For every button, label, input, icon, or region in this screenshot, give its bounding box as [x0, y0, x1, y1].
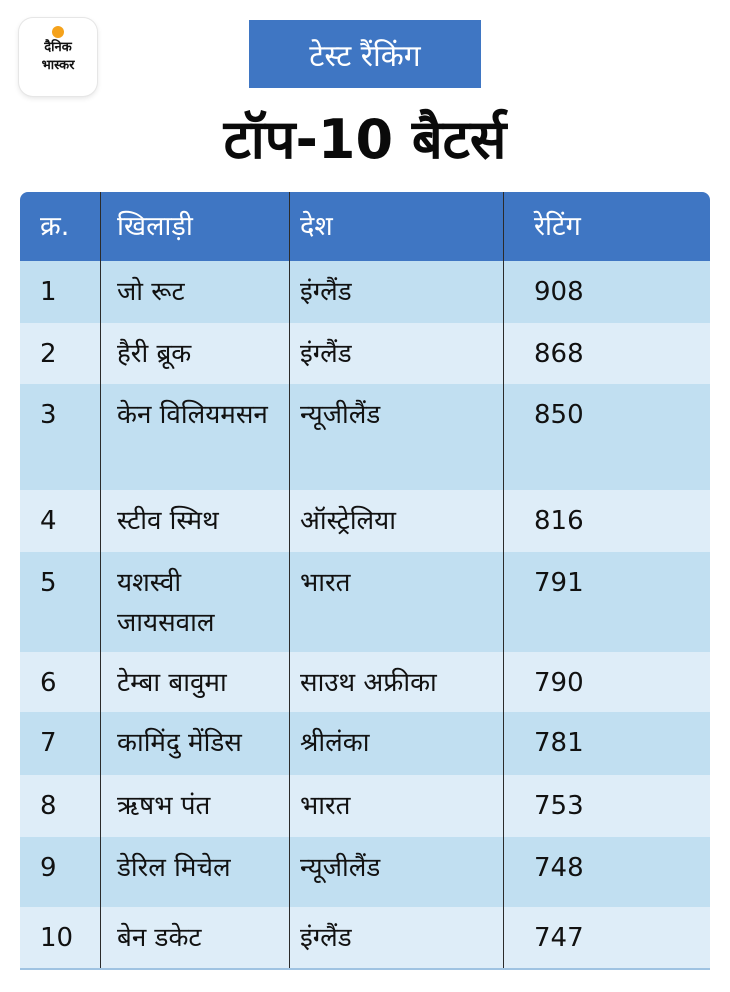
player-cell: डेरिल मिचेल — [117, 853, 231, 883]
rank-cell: 7 — [40, 728, 57, 758]
dainik-bhaskar-logo — [19, 18, 97, 96]
player-cell: बेन डकेट — [117, 923, 202, 953]
table-row — [20, 652, 710, 712]
rank-cell: 1 — [40, 277, 57, 307]
logo-text-line2: भास्कर — [41, 58, 75, 73]
country-cell: न्यूजीलैंड — [300, 853, 381, 883]
logo-text-line1: दैनिक — [44, 40, 72, 55]
player-cell: स्टीव स्मिथ — [117, 506, 219, 536]
header-player: खिलाड़ी — [117, 211, 193, 242]
rank-cell: 3 — [40, 400, 57, 430]
rank-cell: 4 — [40, 506, 57, 536]
table-row — [20, 261, 710, 323]
table-row — [20, 775, 710, 837]
rating-cell: 753 — [534, 791, 584, 821]
rating-cell: 748 — [534, 853, 584, 883]
rankings-table — [20, 192, 710, 970]
table-row — [20, 907, 710, 968]
rating-cell: 868 — [534, 339, 584, 369]
country-cell: इंग्लैंड — [300, 923, 352, 953]
country-cell: भारत — [300, 568, 351, 598]
rating-cell: 747 — [534, 923, 584, 953]
player-cell: यशस्वी जायसवाल — [117, 568, 215, 638]
rank-cell: 10 — [40, 923, 74, 953]
rating-cell: 850 — [534, 400, 584, 430]
country-cell: साउथ अफ्रीका — [300, 668, 437, 698]
rank-cell: 6 — [40, 668, 57, 698]
table-row — [20, 837, 710, 907]
player-cell: हैरी ब्रूक — [117, 339, 192, 369]
player-cell: जो रूट — [117, 277, 185, 307]
table-row — [20, 490, 710, 552]
table-row — [20, 384, 710, 490]
rank-cell: 8 — [40, 791, 57, 821]
rating-cell: 790 — [534, 668, 584, 698]
country-cell: भारत — [300, 791, 351, 821]
header-rank: क्र. — [40, 211, 70, 242]
player-cell: ऋषभ पंत — [117, 791, 211, 821]
player-cell: कामिंदु मेंडिस — [117, 728, 242, 758]
sun-icon — [52, 26, 64, 38]
category-tag: टेस्ट रैंकिंग — [249, 20, 481, 88]
player-cell: केन विलियमसन — [117, 400, 268, 430]
country-cell: इंग्लैंड — [300, 277, 352, 307]
column-divider — [503, 192, 504, 970]
header-country: देश — [300, 211, 333, 242]
rank-cell: 9 — [40, 853, 57, 883]
country-cell: न्यूजीलैंड — [300, 400, 381, 430]
column-divider — [100, 192, 101, 970]
column-divider — [289, 192, 290, 970]
rank-cell: 2 — [40, 339, 57, 369]
country-cell: इंग्लैंड — [300, 339, 352, 369]
rating-cell: 791 — [534, 568, 584, 598]
page-title: टॉप-10 बैटर्स — [223, 108, 507, 171]
player-cell: टेम्बा बावुमा — [117, 668, 227, 698]
table-bottom-border — [20, 968, 710, 970]
rating-cell: 816 — [534, 506, 584, 536]
header-rating: रेटिंग — [534, 211, 581, 242]
table-header — [20, 192, 710, 261]
table-row — [20, 552, 710, 652]
table-row — [20, 712, 710, 775]
country-cell: ऑस्ट्रेलिया — [300, 506, 396, 536]
rank-cell: 5 — [40, 568, 57, 598]
rating-cell: 908 — [534, 277, 584, 307]
rating-cell: 781 — [534, 728, 584, 758]
country-cell: श्रीलंका — [300, 728, 370, 758]
table-row — [20, 323, 710, 384]
